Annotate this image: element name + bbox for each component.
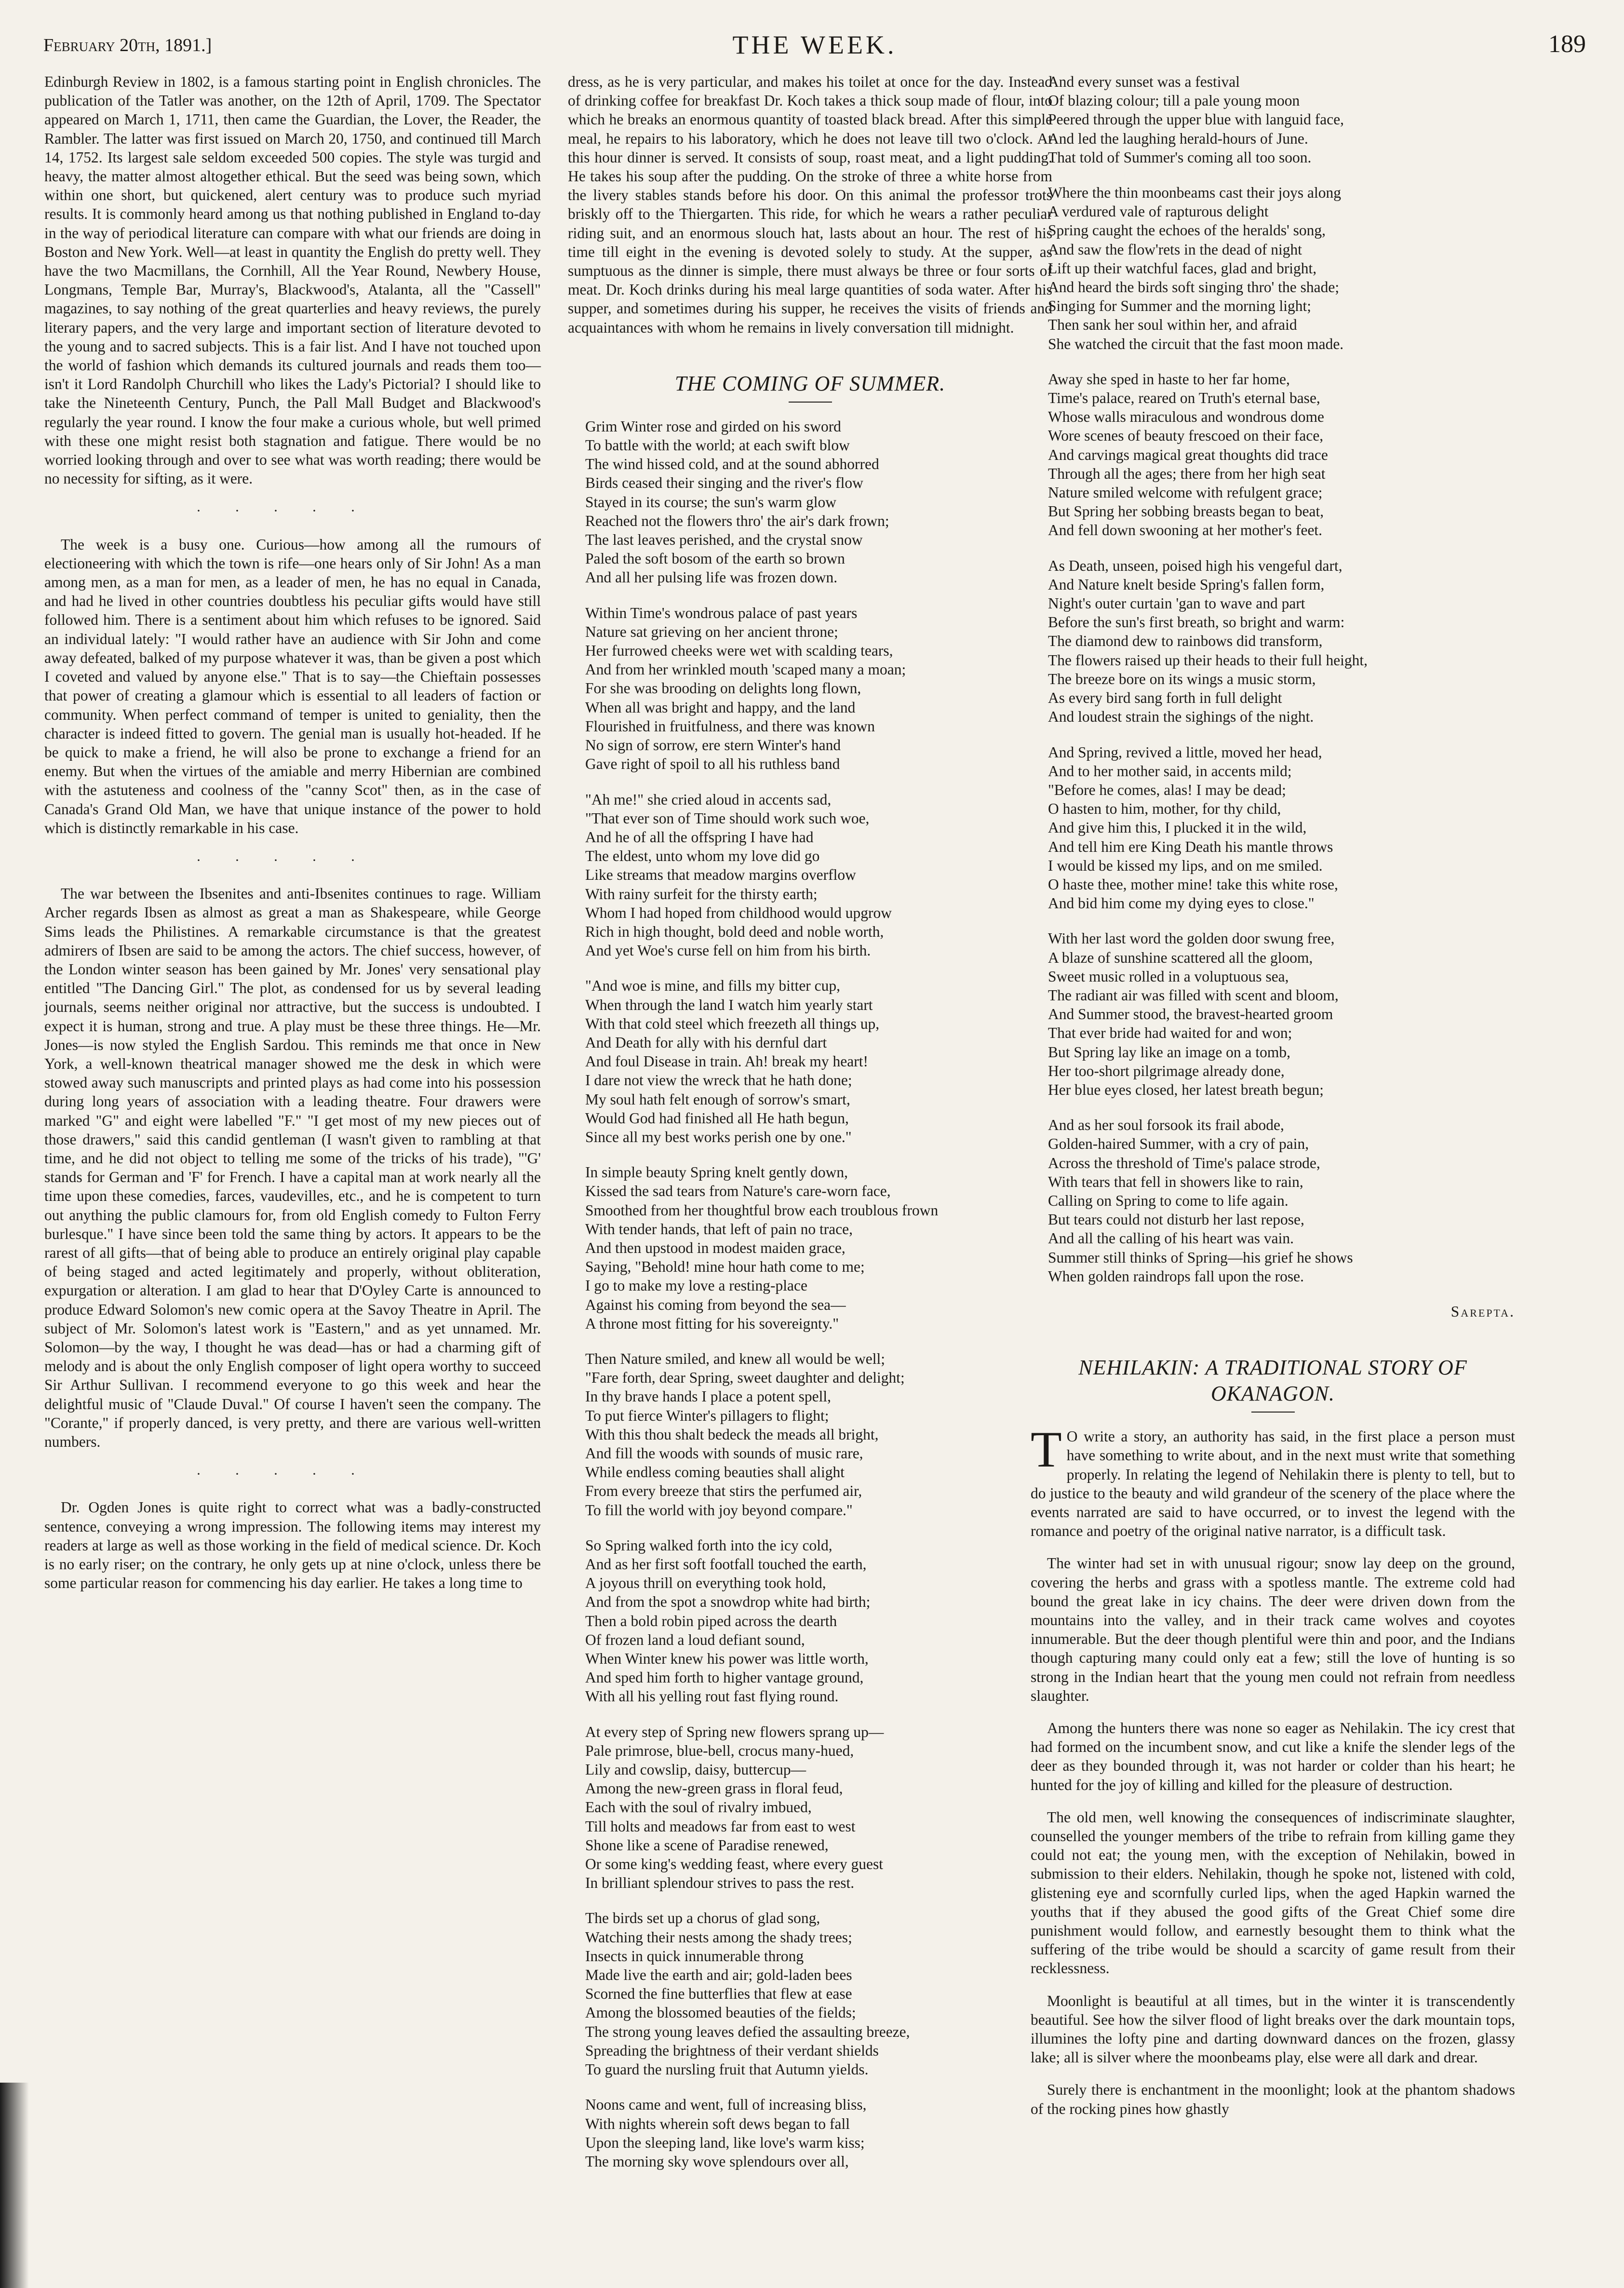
verse-line: Sweet music rolled in a voluptuous sea, [1048, 968, 1289, 985]
verse-line: And fell down swooning at her mother's feet. [1048, 522, 1323, 539]
verse-line: Like streams that meadow margins overflow [585, 866, 856, 884]
stanza [585, 604, 1052, 774]
issue-date: February 20th, 1891.] [43, 35, 212, 55]
verse-line: Among the new-green grass in floral feud, [585, 1780, 843, 1797]
verse-line: Her blue eyes closed, her latest breath begun; [1048, 1081, 1324, 1098]
verse-line: Her furrowed cheeks were wet with scalding tears, [585, 642, 893, 659]
verse-line: The wind hissed cold, and at the sound abhorred [585, 456, 879, 473]
verse-line: As Death, unseen, poised high his vengeful dart, [1048, 557, 1342, 574]
verse-line: Then Nature smiled, and knew all would be well; [585, 1350, 885, 1367]
verse-line: And carvings magical great thoughts did trace [1048, 446, 1328, 463]
verse-line: And Spring, revived a little, moved her head, [1048, 743, 1322, 761]
section-separator: ····· [196, 852, 389, 868]
verse-line: In simple beauty Spring knelt gently down, [585, 1164, 848, 1181]
poem-title: THE COMING OF SUMMER. [674, 371, 946, 395]
verse-line: O haste thee, mother mine! take this white rose, [1048, 875, 1338, 893]
verse-line: Whose walls miraculous and wondrous dome [1048, 408, 1325, 426]
verse-line: In brilliant splendour strives to pass the rest. [585, 1874, 855, 1892]
stanza [585, 2095, 1052, 2171]
paragraph-literature: Edinburgh Review in 1802, is a famous starting point in English chronicles. The publication of the Tatler was another, on the 12th of April, 1709. The Spectator appeared on March 1, 1711, then came the Guardian, the Lover, the Reader, the Rambler. The latter was first issued on March 20, 1750, and continued till March 14, 1752. Its largest sale seldom exceeded 500 copies. The style was turgid and heavy, the matter almost altogether ethical. But the seed was being sown, which within one short, but quickened, alert century was to produce such myriad results. It is commonly heard among us that nothing published in England to-day in the way of periodical literature can compare with what our friends are doing in Boston and New York. Well—at least in quantity the English do pretty well. They have the two Macmillans, the Cornhill, All the Year Round, Newbery House, Longmans, Temple Bar, Murray's, Blackwood's, Atalanta, all the "Cassell" magazines, to say nothing of the great quarterlies and heavy reviews, the purely literary papers, and the very large and important section of literature devoted to the young and to sacred subjects. This is a fair list. And I have not touched upon the world of fashion which demands its cultured journals and reads them too—isn't it Lord Randolph Churchill who likes the Lady's Pictorial? I should like to take the Nineteenth Century, Punch, the Pall Mall Budget and Blackwood's regularly the year round. I know the four make a curious whole, but well primed with these one might resist both stagnation and fatigue. There would be no worried looking through and over to see what was worth reading; there would be no necessity for sifting, as it were. [44, 73, 541, 487]
verse-line: Before the sun's first breath, so bright and warm: [1048, 614, 1345, 631]
story-paragraph: The old men, well knowing the consequences of indiscriminate slaughter, counselled the younger members of the tribe to refrain from killing game they could not eat; the young men, with the exception of Nehilakin, bowed in submission to their elders. Nehilakin, though he spoke not, listened with cold, glistening eye and scornfully curled lips, when the aged Hapkin warned the youths that if they abused the good gifts of the Great Chief some dire punishment would follow, and earnestly besought them to think what the suffering of the tribe would be should a scarcity of game result from their recklessness. [1031, 1808, 1515, 1977]
verse-line: And as her soul forsook its frail abode, [1048, 1117, 1284, 1134]
verse-line: But tears could not disturb her last repose, [1048, 1211, 1304, 1228]
verse-line: I dare not view the wreck that he hath done; [585, 1072, 852, 1089]
verse-line: And Summer stood, the bravest-hearted groom [1048, 1006, 1333, 1023]
verse-line: And heard the birds soft singing thro' the shade; [1048, 279, 1340, 296]
verse-line: And every sunset was a festival [1048, 73, 1240, 90]
verse-line: And Nature knelt beside Spring's fallen form, [1048, 576, 1325, 593]
verse-line: From every breeze that stirs the perfumed air, [585, 1482, 862, 1500]
verse-line: A verdured vale of rapturous delight [1048, 203, 1269, 220]
verse-line: Then a bold robin piped across the dearth [585, 1612, 837, 1629]
verse-line: The strong young leaves defied the assaulting breeze, [585, 2023, 910, 2040]
verse-line: Singing for Summer and the morning light; [1048, 297, 1311, 315]
verse-line: Stayed in its course; the sun's warm glow [585, 493, 836, 511]
verse-line: When all was bright and happy, and the land [585, 699, 856, 716]
verse-line: Of blazing colour; till a pale young moon [1048, 92, 1300, 109]
stanza [585, 1909, 1052, 2079]
verse-line: At every step of Spring new flowers sprang up— [585, 1723, 884, 1740]
poem-body-continued [1031, 72, 1515, 1286]
stanza [1048, 929, 1515, 1099]
story-first-text: O write a story, an authority has said, in the first place a person must have something to write about, and in the next must write that something properly. In relating the legend of Nehilakin there is plenty to tell, but to do justice to the beauty and wild grandeur of the scenery of the place where the events narrated are said to have occurred, or to invest the legend with the romance and poetry of the original native narrator, is a difficult task. [1031, 1428, 1515, 1540]
verse-line: And he of all the offspring I have had [585, 828, 814, 846]
title-rule [1251, 1412, 1295, 1413]
stanza [585, 1536, 1052, 1706]
verse-line: To guard the nursling fruit that Autumn yields. [585, 2061, 869, 2078]
stanza [585, 1349, 1052, 1520]
verse-line: That told of Summer's coming all too soon. [1048, 148, 1312, 166]
stanza [1048, 183, 1515, 353]
verse-line: With that cold steel which freezeth all things up, [585, 1015, 880, 1032]
verse-line: Peered through the upper blue with languid face, [1048, 111, 1344, 128]
story-body [1031, 1554, 1515, 2118]
verse-line: A joyous thrill on everything took hold, [585, 1575, 826, 1592]
verse-line: When golden raindrops fall upon the rose. [1048, 1267, 1304, 1285]
column-right [1031, 72, 1515, 2132]
verse-line: Upon the sleeping land, like love's warm kiss; [585, 2134, 865, 2151]
verse-line: Gave right of spoil to all his ruthless band [585, 755, 840, 773]
verse-line: Whom I had hoped from childhood would upgrow [585, 904, 892, 921]
verse-line: And all her pulsing life was frozen down. [585, 569, 838, 586]
verse-line: Away she sped in haste to her far home, [1048, 370, 1290, 388]
verse-line: When Winter knew his power was little worth, [585, 1650, 869, 1668]
verse-line: Summer still thinks of Spring—his grief he shows [1048, 1249, 1353, 1266]
verse-line: To fill the world with joy beyond compare." [585, 1501, 853, 1519]
page-edge-shadow [0, 2083, 29, 2288]
verse-line: And from her wrinkled mouth 'scaped many a moan; [585, 661, 906, 678]
verse-line: Shone like a scene of Paradise renewed, [585, 1836, 829, 1854]
verse-line: So Spring walked forth into the icy cold, [585, 1536, 832, 1554]
verse-line: And as her first soft footfall touched the earth, [585, 1556, 867, 1573]
verse-line: And fill the woods with sounds of music rare, [585, 1445, 863, 1462]
verse-line: Calling on Spring to come to life again. [1048, 1192, 1288, 1209]
verse-line: "That ever son of Time should work such woe, [585, 809, 870, 827]
verse-line: With rainy surfeit for the thirsty earth; [585, 885, 818, 902]
verse-line: To put fierce Winter's pillagers to flight; [585, 1407, 829, 1424]
verse-line: O hasten to him, mother, for thy child, [1048, 800, 1281, 818]
verse-line: Lift up their watchful faces, glad and bright, [1048, 259, 1317, 277]
section-separator: ····· [196, 1466, 389, 1482]
verse-line: "Ah me!" she cried aloud in accents sad, [585, 791, 832, 808]
verse-line: As every bird sang forth in full delight [1048, 689, 1282, 707]
paragraph-dr-koch: Dr. Ogden Jones is quite right to correct what was a badly-constructed sentence, conveying a wrong impression. The following items may interest my readers at large as well as those working in the field of medical science. Dr. Koch is no early riser; on the contrary, he only gets up at nine o'clock, unless there be some particular reason for commencing his day earlier. He takes a long time to [44, 1499, 541, 1592]
verse-line: Lily and cowslip, daisy, buttercup— [585, 1761, 806, 1778]
verse-line: The diamond dew to rainbows did transform, [1048, 633, 1323, 650]
verse-line: Within Time's wondrous palace of past years [585, 604, 858, 621]
paragraph-koch-continued: dress, as he is very particular, and makes his toilet at once for the day. Instead of drinking coffee for breakfast Dr. Koch takes a thick soup made of flour, into which he breaks an enormous quantity of toasted black bread. After this simple meal, he repairs to his laboratory, which he does not leave till two o'clock. At this hour dinner is served. It consists of soup, roast meat, and a light pudding. He takes his soup after the pudding. On the stroke of three a white horse from the livery stables stands before his door. On this animal the professor trots briskly off to the Thiergarten. This ride, for which he wears a rather peculiar riding suit, and an enormous slouch hat, lasts about an hour. The rest of his time till eight in the evening is devoted solely to study. At the supper, as sumptuous as the dinner is simple, there must always be three or four sorts of meat. Dr. Koch drinks during his meal large quantities of soda water. After his supper, and sometimes during his supper, he receives the visits of friends and acquaintances with whom he remains in lively conversation till midnight. [568, 73, 1052, 336]
paragraph-ibsen: The war between the Ibsenites and anti-Ibsenites continues to rage. William Archer regards Ibsen as almost as great a man as Shakespeare, while George Sims leads the Philistines. A remarkable circumstance is that the greatest admirers of Ibsen are said to be among the actors. The chief success, however, of the London winter season has been gained by Mr. Jones' very sensational play entitled "The Dancing Girl." The plot, as condensed for us by several leading journals, seems neither original nor attractive, but the success is undoubted. I expect it is human, strong and true. A play must be these three things. He—Mr. Jones—is now styled the English Sardou. This reminds me that once in New York, a well-known theatrical manager showed me the desk in which were stowed away such manuscripts and printed plays as had come into his possession during long years of association with a leading theatre. Four drawers were marked "G" and eight were labelled "F." "I get most of my new pieces out of those drawers," said this candid gentleman (I wasn't given to rambling at that time, and he did not object to telling me some of the tricks of his trade), "'G' stands for German and 'F' for French. I have a capital man at work nearly all the time upon these comedies, farces, vaudevilles, etc., and he is competent to turn out anything the public clamours for, from old English comedy to Fulton Ferry burlesque." I have since been told the same thing by actors. It appears to be the rarest of all gifts—that of being able to produce an entirely original play capable of being staged and acted legitimately and properly, without obliteration, expurgation or alteration. I am glad to hear that D'Oyley Carte is announced to produce Edward Solomon's new comic opera at the Savoy Theatre in April. The subject of Mr. Solomon's latest work is "Eastern," and as yet unnamed. Mr. Solomon—by the way, I thought he was dead—has or had a charming gift of melody and is about the only English composer of light opera worthy to succeed Sir Arthur Sullivan. I recommend everyone to go this week and hear the delightful music of "Claude Duval." Of course I haven't seen the company. The "Corante," if properly danced, is very pretty, and there are various well-written numbers. [44, 885, 541, 1451]
verse-line: To battle with the world; at each swift blow [585, 437, 850, 454]
verse-line: But Spring her sobbing breasts began to beat, [1048, 503, 1324, 520]
verse-line: Through all the ages; there from her high seat [1048, 465, 1326, 482]
verse-line: And Death for ally with his dernful dart [585, 1034, 827, 1051]
verse-line: In thy brave hands I place a potent spell, [585, 1388, 831, 1405]
verse-line: While endless coming beauties shall alight [585, 1464, 845, 1481]
verse-line: The radiant air was filled with scent and bloom, [1048, 986, 1339, 1004]
verse-line: Pale primrose, blue-bell, crocus many-hued, [585, 1742, 854, 1759]
verse-line: Or some king's wedding feast, where every guest [585, 1856, 884, 1873]
verse-line: Nature sat grieving on her ancient throne; [585, 623, 838, 640]
verse-line: Since all my best works perish one by one." [585, 1128, 852, 1145]
verse-line: Watching their nests among the shady trees; [585, 1928, 852, 1946]
verse-line: Reached not the flowers thro' the air's dark frown; [585, 512, 889, 529]
page-number: 189 [1548, 30, 1586, 58]
story-paragraph: Surely there is enchantment in the moonlight; look at the phantom shadows of the rocking pines how ghastly [1031, 2081, 1515, 2117]
verse-line: With her last word the golden door swung free, [1048, 930, 1335, 947]
verse-line: My soul hath felt enough of sorrow's smart, [585, 1090, 850, 1108]
verse-line: With tender hands, that left of pain no trace, [585, 1220, 853, 1238]
stanza [585, 976, 1052, 1146]
verse-line: "Before he comes, alas! I may be dead; [1048, 781, 1286, 798]
verse-line: Each with the soul of rivalry imbued, [585, 1799, 812, 1816]
verse-line: Where the thin moonbeams cast their joys along [1048, 184, 1341, 202]
poem-signature: Sarepta. [1450, 1303, 1515, 1320]
stanza [585, 1163, 1052, 1333]
verse-line: Till holts and meadows far from east to west [585, 1817, 856, 1835]
verse-line: Of frozen land a loud defiant sound, [585, 1631, 805, 1648]
verse-line: Kissed the sad tears from Nature's care-worn face, [585, 1183, 891, 1200]
verse-line: Grim Winter rose and girded on his sword [585, 417, 841, 435]
verse-line: Scorned the fine butterflies that flew at ease [585, 1985, 852, 2003]
story-title: NEHILAKIN: A TRADITIONAL STORY OF OKANAGON. [1078, 1356, 1467, 1406]
section-separator: ····· [196, 503, 389, 519]
verse-line: And bid him come my dying eyes to close." [1048, 895, 1315, 912]
story-paragraph: Among the hunters there was none so eager as Nehilakin. The icy crest that had formed on the incumbent snow, and cut like a knife the slender legs of the deer as they bounded through it, was not harder or colder than his heart; he hunted for the joy of killing and killed for the pleasure of destruction. [1031, 1720, 1515, 1793]
verse-line: The last leaves perished, and the crystal snow [585, 531, 863, 549]
drop-cap: T [1031, 1421, 1062, 1478]
verse-line: "And woe is mine, and fills my bitter cup, [585, 977, 841, 995]
column-middle [568, 72, 1052, 2187]
verse-line: And sped him forth to higher vantage ground, [585, 1669, 864, 1686]
verse-line: Insects in quick innumerable throng [585, 1947, 804, 1965]
page-header [43, 23, 1586, 67]
verse-line: And loudest strain the sighings of the night. [1048, 708, 1314, 726]
title-rule [789, 402, 832, 403]
verse-line: Across the threshold of Time's palace strode, [1048, 1154, 1320, 1171]
verse-line: And yet Woe's curse fell on him from his birth. [585, 942, 871, 959]
verse-line: Time's palace, reared on Truth's eternal base, [1048, 390, 1320, 407]
verse-line: A throne most fitting for his sovereignty." [585, 1315, 839, 1332]
stanza [585, 417, 1052, 587]
verse-line: Spring caught the echoes of the heralds' song, [1048, 222, 1326, 239]
verse-line: Night's outer curtain 'gan to wave and part [1048, 595, 1305, 612]
verse-line: That ever bride had waited for and won; [1048, 1024, 1292, 1042]
verse-line: And from the spot a snowdrop white had birth; [585, 1593, 871, 1611]
column-left [44, 72, 541, 1606]
verse-line: Then sank her soul within her, and afraid [1048, 316, 1297, 334]
stanza [1048, 72, 1515, 167]
verse-line: But Spring lay like an image on a tomb, [1048, 1043, 1291, 1061]
poem-body [568, 417, 1052, 2171]
verse-line: The birds set up a chorus of glad song, [585, 1910, 820, 1927]
verse-line: Noons came and went, full of increasing bliss, [585, 2096, 867, 2113]
verse-line: Against his coming from beyond the sea— [585, 1296, 846, 1313]
stanza [1048, 556, 1515, 727]
verse-line: And saw the flow'rets in the dead of night [1048, 241, 1302, 258]
verse-line: With nights wherein soft dews began to fall [585, 2115, 850, 2132]
verse-line: And then upstood in modest maiden grace, [585, 1239, 846, 1256]
verse-line: Rich in high thought, bold deed and noble worth, [585, 923, 884, 940]
verse-line: I would be kissed my lips, and on me smiled. [1048, 857, 1323, 874]
verse-line: And foul Disease in train. Ah! break my heart! [585, 1053, 868, 1070]
paragraph-sir-john: The week is a busy one. Curious—how among all the rumours of electioneering with which the town is rife—one hears only of Sir John! As a man among men, as a man for men, as a leader of men, he has no equal in Canada, and had he lived in other countries doubtless his peculiar gifts would have still followed him. There is a sentiment about him which refuses to be ignored. Said an individual lately: "I would rather have an audience with Sir John and come away defeated, balked of my purpose whatever it was, than be given a post which I coveted and valued by anyone else." That is to say—the Chieftain possesses that power of creating a glamour which is essential to all leaders of faction or community. When perfect command of temper is united to geniality, then the character is indeed fitted to govern. The genial man is usually hot-headed. If he be quick to make a friend, he will also be prone to exchange a friend for an enemy. But when the virtues of the amiable and merry Hibernian are combined with the astuteness and coolness of the "canny Scot" then, as in the case of Canada's Grand Old Man, we have that unique instance of the power to hold which is distinctly remarkable in his case. [44, 536, 541, 836]
verse-line: The breeze bore on its wings a music storm, [1048, 670, 1316, 687]
story-paragraph: Moonlight is beautiful at all times, but in the winter it is transcendently beautiful. See how the silver flood of light breaks over the dark mountain tops, illumines the lofty pine and darting downward dances on the frozen, glassy lake; all is silver where the moonbeams play, else were all dark and drear. [1031, 1992, 1515, 2066]
verse-line: "Fare forth, dear Spring, sweet daughter and delight; [585, 1369, 905, 1386]
verse-line: With tears that fell in showers like to rain, [1048, 1173, 1303, 1190]
stanza [1048, 1116, 1515, 1286]
verse-line: And give him this, I plucked it in the wild, [1048, 819, 1307, 836]
verse-line: Among the blossomed beauties of the fields; [585, 2004, 856, 2021]
verse-line: No sign of sorrow, ere stern Winter's hand [585, 737, 841, 754]
verse-line: Would God had finished all He hath begun, [585, 1109, 849, 1127]
verse-line: Nature smiled welcome with refulgent grace; [1048, 484, 1323, 501]
story-paragraph: The winter had set in with unusual rigour; snow lay deep on the ground, covering the herbs and grass with a spotless mantle. The extreme cold had bound the great lake in icy chains. The deer were driven down from the mountains into the valley, and in their track came wolves and coyotes innumerable. But the deer though plentiful were thin and poor, and the Indians though capturing many could only eat a few; still the love of hunting is so strong in the Indian heart that the young men could not refrain from needless slaughter. [1031, 1555, 1515, 1704]
stanza [1048, 743, 1515, 913]
verse-line: When through the land I watch him yearly start [585, 996, 873, 1013]
verse-line: Her too-short pilgrimage already done, [1048, 1062, 1285, 1079]
story-first-paragraph [1031, 1421, 1515, 1540]
verse-line: The eldest, unto whom my love did go [585, 848, 820, 865]
verse-line: For she was brooding on delights long flown, [585, 680, 861, 697]
verse-line: The morning sky wove splendours over all, [585, 2153, 849, 2170]
verse-line: Golden-haired Summer, with a cry of pain, [1048, 1135, 1309, 1153]
verse-line: Made live the earth and air; gold-laden bees [585, 1966, 852, 1984]
verse-line: I go to make my love a resting-place [585, 1277, 807, 1294]
verse-line: Birds ceased their singing and the river's flow [585, 474, 863, 492]
verse-line: She watched the circuit that the fast moon made. [1048, 335, 1344, 352]
verse-line: The flowers raised up their heads to their full height, [1048, 651, 1368, 669]
verse-line: And to her mother said, in accents mild; [1048, 762, 1292, 780]
stanza [585, 790, 1052, 960]
verse-line: Paled the soft bosom of the earth so brown [585, 550, 845, 567]
stanza [585, 1723, 1052, 1893]
verse-line: With this thou shalt bedeck the meads all bright, [585, 1426, 879, 1443]
verse-line: Saying, "Behold! mine hour hath come to me; [585, 1258, 865, 1276]
verse-line: A blaze of sunshine scattered all the gloom, [1048, 949, 1313, 966]
verse-line: And tell him ere King Death his mantle throws [1048, 838, 1333, 855]
verse-line: Flourished in fruitfulness, and there was known [585, 717, 875, 735]
verse-line: Smoothed from her thoughtful brow each troublous frown [585, 1201, 939, 1219]
verse-line: With all his yelling rout fast flying round. [585, 1688, 839, 1705]
verse-line: Spreading the brightness of their verdant shields [585, 2042, 879, 2059]
verse-line: And all the calling of his heart was vain. [1048, 1230, 1294, 1247]
verse-line: And led the laughing herald-hours of June. [1048, 130, 1308, 147]
verse-line: Wore scenes of beauty frescoed on their face, [1048, 427, 1324, 444]
masthead-title: THE WEEK. [732, 30, 897, 59]
stanza [1048, 370, 1515, 540]
